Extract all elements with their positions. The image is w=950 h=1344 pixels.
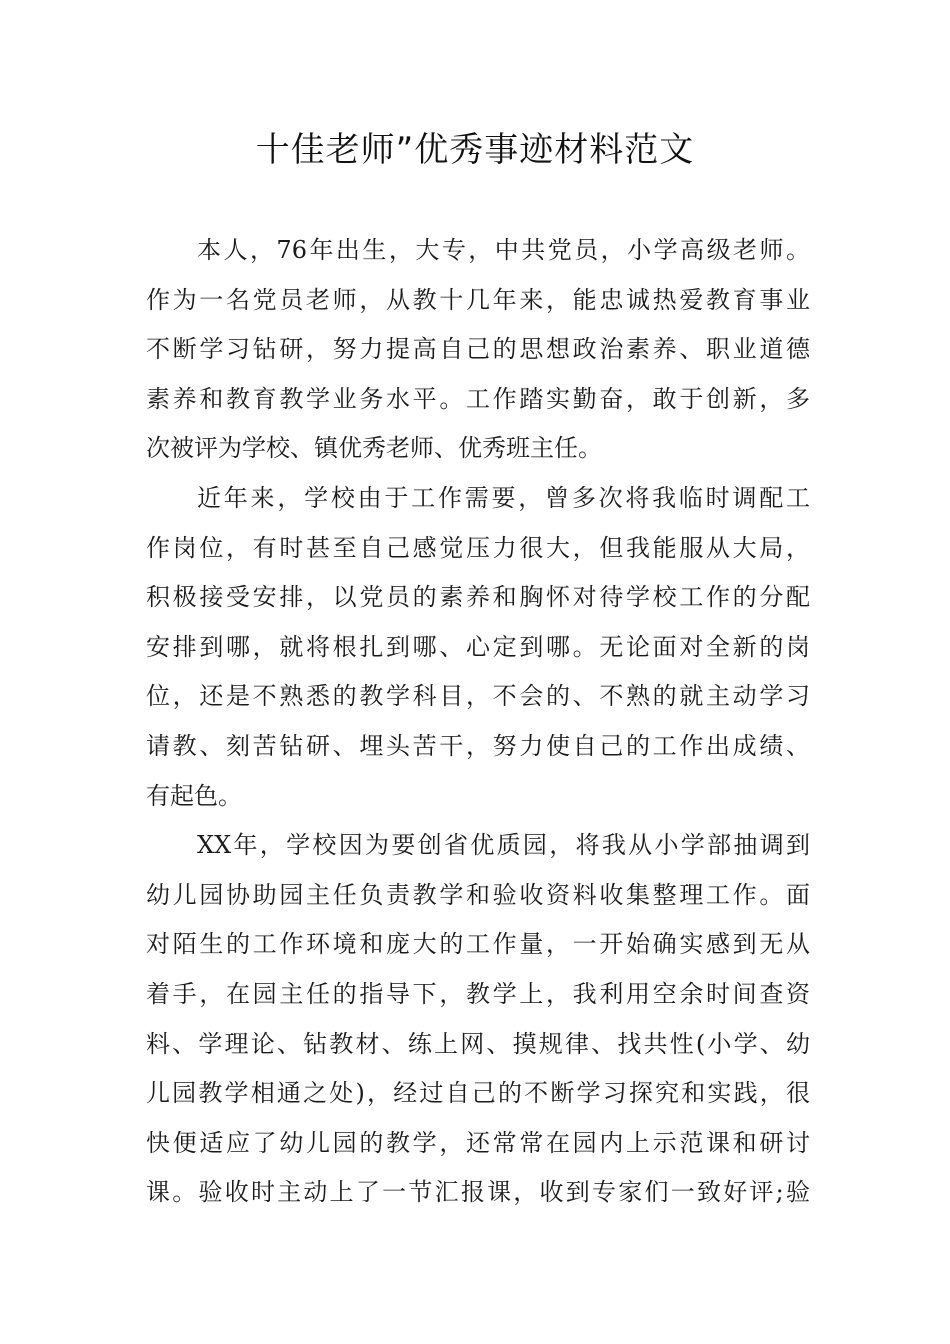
paragraph-1-line-5: 次被评为学校、镇优秀老师、优秀班主任。	[146, 434, 602, 463]
paragraph-2-line-1: 近年来，学校由于工作需要，曾多次将我临时调配工	[197, 483, 810, 512]
paragraph-1-line-3: 不断学习钻研，努力提高自己的思想政治素养、职业道德	[146, 335, 810, 364]
paragraph-1-line-4: 素养和教育教学业务水平。工作踏实勤奋，敢于创新，多	[146, 384, 810, 413]
paragraph-1-line-1: 本人，76年出生，大专，中共党员，小学高级老师。	[197, 236, 810, 264]
paragraph-2-line-4: 安排到哪，就将根扎到哪、心定到哪。无论面对全新的岗	[146, 632, 810, 661]
paragraph-3-line-5: 料、学理论、钻教材、练上网、摸规律、找共性(小学、幼	[146, 1029, 810, 1058]
paragraph-3-line-8: 课。验收时主动上了一节汇报课，收到专家们一致好评;验	[146, 1178, 810, 1207]
paragraph-3-line-1: XX年，学校因为要创省优质园，将我从小学部抽调到	[197, 831, 810, 860]
paragraph-2-line-7: 有起色。	[146, 781, 242, 810]
paragraph-2-line-2: 作岗位，有时甚至自己感觉压力很大，但我能服从大局，	[146, 533, 810, 562]
document-title: 十佳老师”优秀事迹材料范文	[255, 130, 695, 170]
paragraph-3-line-4: 着手，在园主任的指导下，教学上，我利用空余时间查资	[146, 979, 810, 1008]
paragraph-2-line-5: 位，还是不熟悉的教学科目，不会的、不熟的就主动学习	[146, 682, 810, 711]
paragraph-3-line-3: 对陌生的工作环境和庞大的工作量，一开始确实感到无从	[146, 930, 810, 959]
paragraph-3-line-6: 儿园教学相通之处)，经过自己的不断学习探究和实践，很	[146, 1079, 810, 1108]
paragraph-1-line-2: 作为一名党员老师，从教十几年来，能忠诚热爱教育事业	[146, 285, 810, 314]
paragraph-2-line-3: 积极接受安排，以党员的素养和胸怀对待学校工作的分配	[146, 583, 810, 612]
document-body	[146, 226, 810, 1218]
paragraph-2-line-6: 请教、刻苦钻研、埋头苦干，努力使自己的工作出成绩、	[146, 731, 810, 760]
paragraph-3-line-7: 快便适应了幼儿园的教学，还常常在园内上示范课和研讨	[146, 1128, 810, 1157]
paragraph-3-line-2: 幼儿园协助园主任负责教学和验收资料收集整理工作。面	[146, 880, 810, 909]
